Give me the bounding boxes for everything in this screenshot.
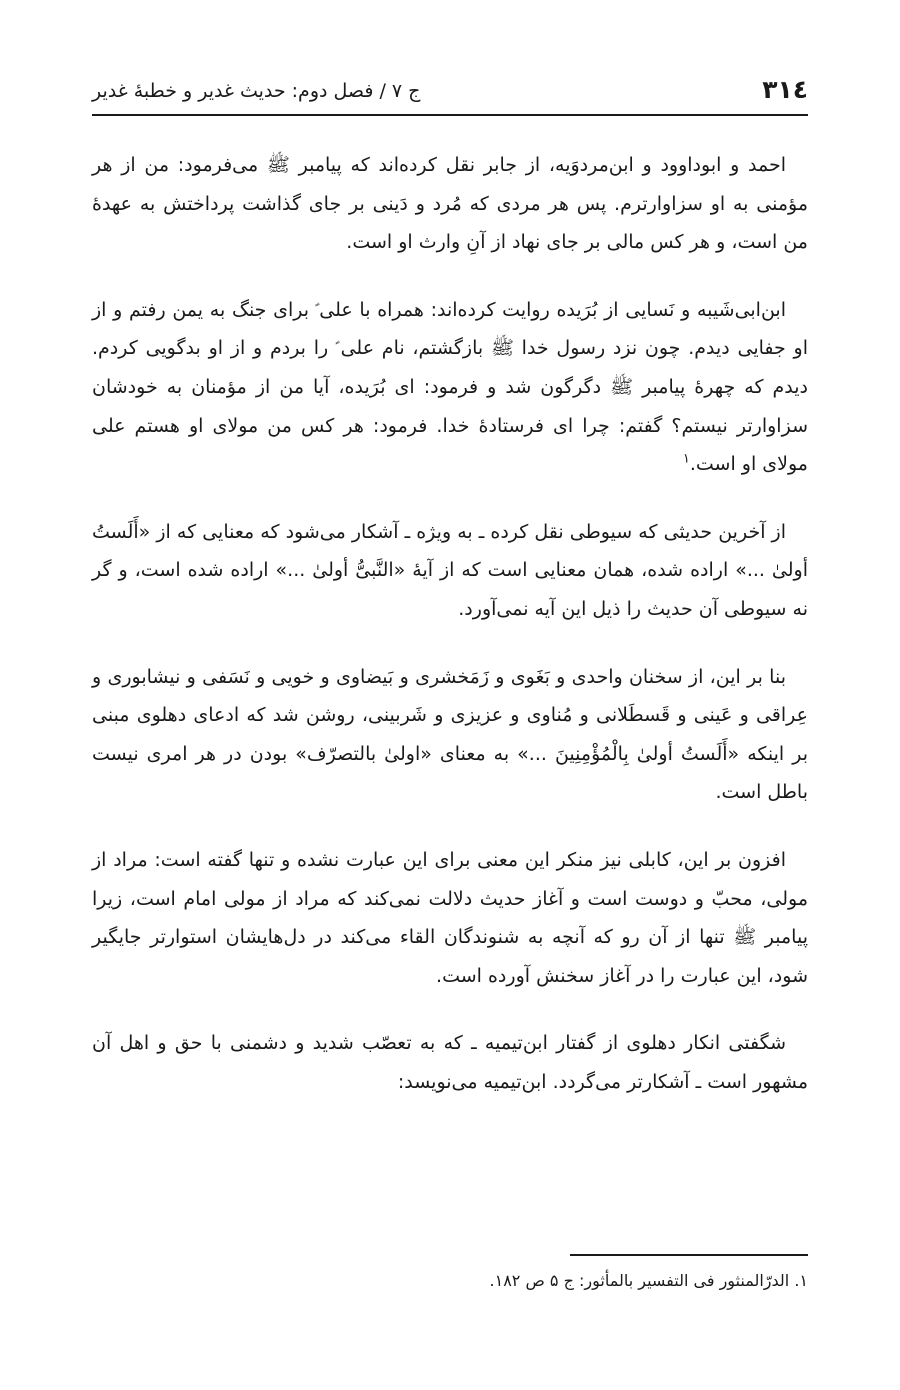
- paragraph: بنا بر این، از سخنان واحدی و بَغَوی و زَمَخشری و بَیضاوی و خویی و نَسَفی و نیشابوری و عِراقی و عَینی و قَسطَلانی و مُناوی و عزیزی و شَربینی، روشن شد که ادعای دهلوی مبنی بر اینکه «أَلَستُ أولیٰ بِالْمُؤْمِنِینَ ...» به معنای «اولیٰ بالتصرّف» بودن در هر امری نیست باطل است.: [92, 665, 808, 804]
- footnote: ١. الدرّالمنثور فی التفسیر بالمأثور: ج ۵ ص ١٨٢.: [489, 1271, 808, 1290]
- paragraph: [92, 291, 808, 484]
- body-text: [92, 146, 808, 1130]
- footnote-divider: [570, 1254, 808, 1256]
- running-title: ج ٧ / فصل دوم: حدیث غدیر و خطبهٔ غدیر: [92, 80, 421, 102]
- paragraph: احمد و ابوداوود و ابن‌مردوَیه، از جابر نقل کرده‌اند که پیامبر ﷺ می‌فرمود: من از هر مؤمنی به او سزاوارترم. پس هر مردی که مُرد و دَینی بر جای گذاشت پرداختش به عهدهٔ من است، و هر کس مالی بر جای نهاد از آنِ وارث او است.: [92, 154, 808, 254]
- paragraph-text: ابن‌ابی‌شَیبه و نَسایی از بُرَیده روایت کرده‌اند: همراه با علی ؑ برای جنگ به یمن رفتم و از او جفایی دیدم. چون نزد رسول خدا ﷺ بازگشتم، نام علی ؑ را بردم و از او بدگویی کردم. دیدم که چهرهٔ پیامبر ﷺ دگرگون شد و فرمود: ای بُرَیده، آیا من از مؤمنان به خودشان سزاوارتر نیستم؟ گفتم: چرا ای فرستادهٔ خدا. فرمود: هر کس من مولای او هستم علی مولای او است.: [92, 298, 808, 476]
- paragraph: از آخرین حدیثی که سیوطی نقل کرده ـ به ویژه ـ آشکار می‌شود که معنایی که از «أَلَستُ أولیٰ ...» اراده شده، همان معنایی است که از آیهٔ «النَّبیُّ أولیٰ ...» اراده شده است، و گر نه سیوطی آن حدیث را ذیل این آیه نمی‌آورد.: [92, 520, 808, 620]
- page-header: [92, 74, 808, 116]
- page-number: ٣١٤: [762, 75, 808, 104]
- footnote-marker: ١: [682, 451, 690, 467]
- paragraph: شگفتی انکار دهلوی از گفتار ابن‌تیمیه ـ که به تعصّب شدید و دشمنی با حق و اهل آن مشهور است ـ آشکارتر می‌گردد. ابن‌تیمیه می‌نویسد:: [92, 1032, 808, 1093]
- paragraph: افزون بر این، کابلی نیز منکر این معنی برای این عبارت نشده و تنها گفته است: مراد از مولی، محبّ و دوست است و آغاز حدیث دلالت نمی‌کند که مراد از مولی امام است، زیرا پیامبر ﷺ تنها از آن رو که آنچه به شنوندگان القاء می‌کند در دل‌هایشان استوارتر جایگیر شود، این عبارت را در آغاز سخنش آورده است.: [92, 848, 808, 987]
